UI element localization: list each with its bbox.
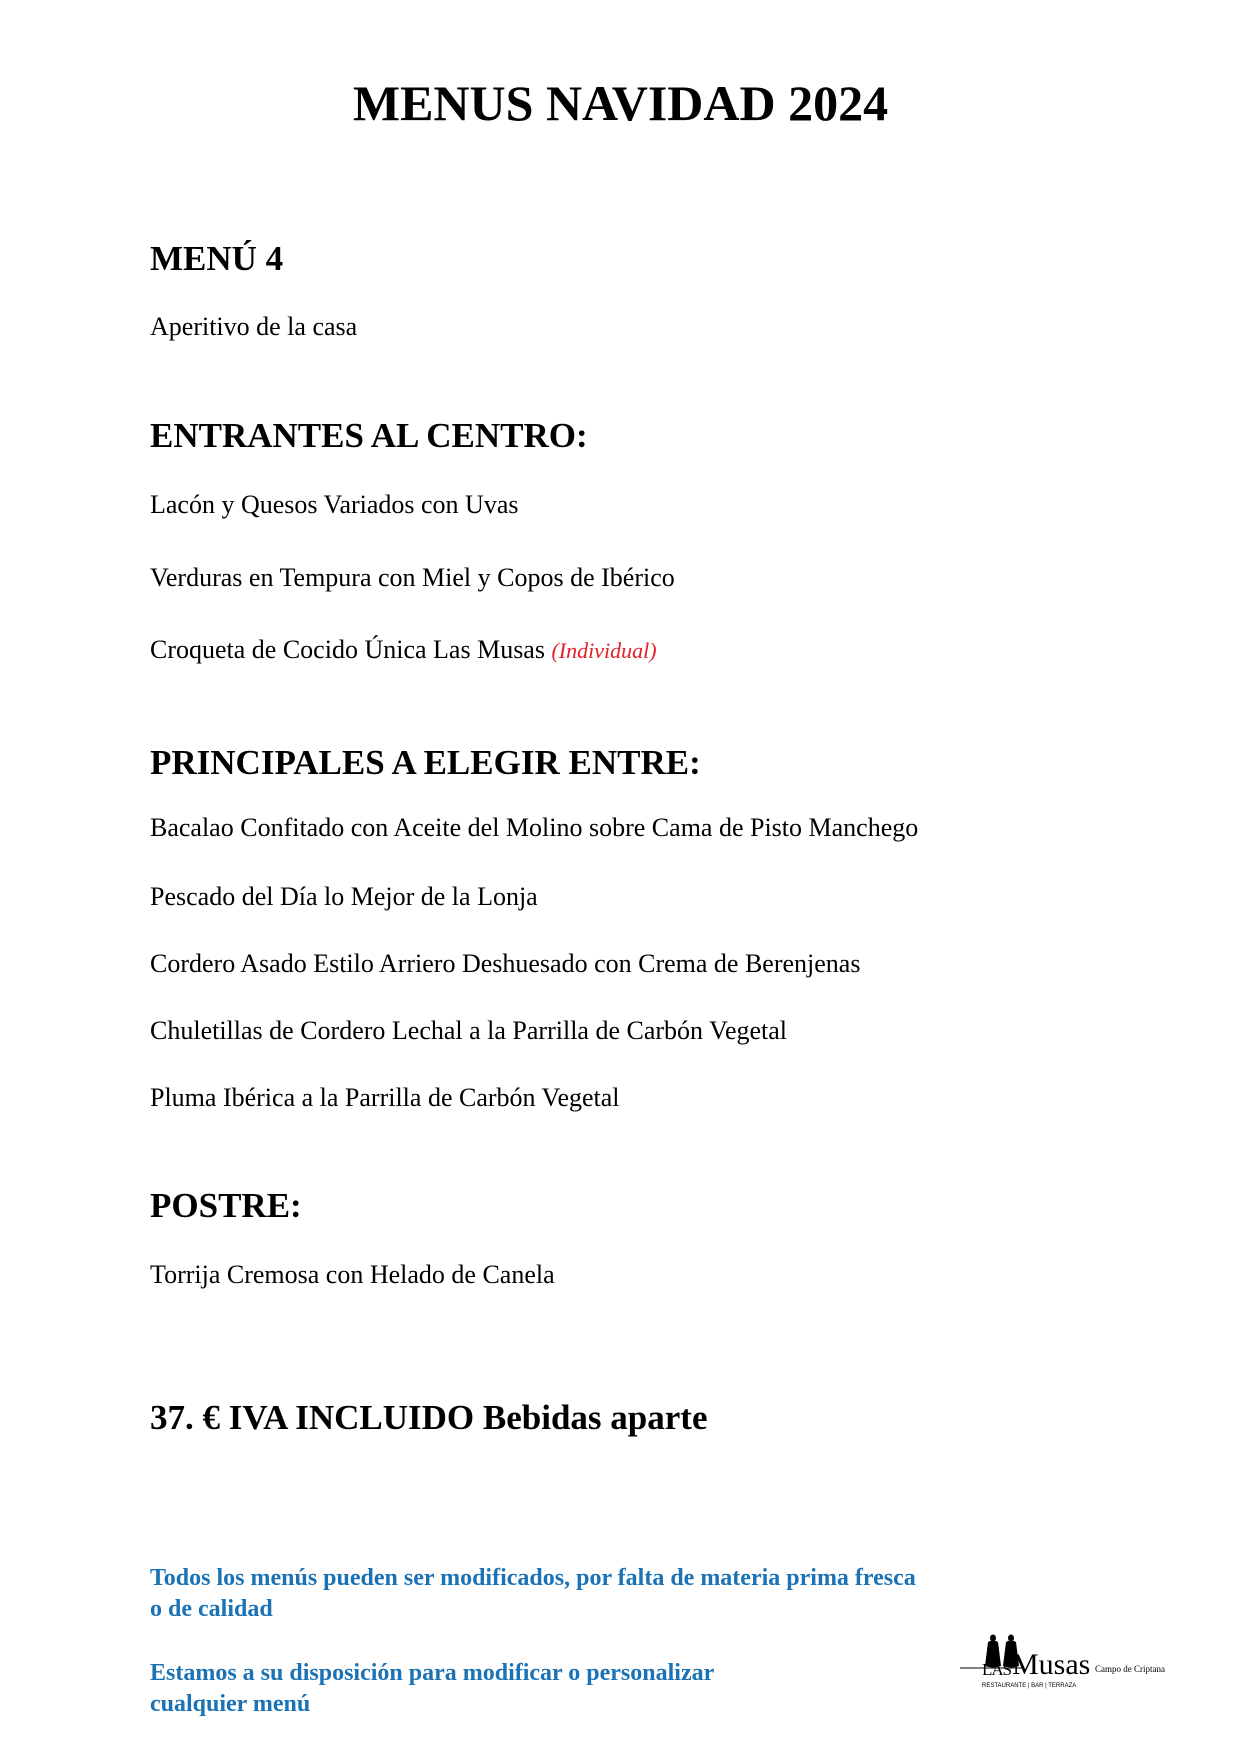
section-heading-principales: PRINCIPALES A ELEGIR ENTRE: [150,743,701,782]
section-heading-postre: POSTRE: [150,1186,302,1225]
aperitivo-item: Aperitivo de la casa [150,312,358,341]
menu-heading: MENÚ 4 [150,239,284,278]
menu-item [150,637,657,663]
menu-item: Pescado del Día lo Mejor de la Lonja [150,882,538,911]
section-heading-entrantes: ENTRANTES AL CENTRO: [150,416,588,455]
menu-item: Torrija Cremosa con Helado de Canela [150,1260,555,1289]
footer-note-line: cualquier menú [150,1691,311,1717]
footer-note-line: Estamos a su disposición para modificar o personalizar [150,1660,715,1686]
logo-location: Campo de Criptana [1095,1664,1165,1674]
menu-item: Verduras en Tempura con Miel y Copos de Ibérico [150,563,675,592]
menu-item: Chuletillas de Cordero Lechal a la Parrilla de Carbón Vegetal [150,1016,788,1045]
page-title: MENUS NAVIDAD 2024 [352,75,889,131]
individual-note: (Individual) [551,638,657,663]
menu-item: Pluma Ibérica a la Parrilla de Carbón Vegetal [150,1083,620,1112]
price-line: 37. € IVA INCLUIDO Bebidas aparte [150,1398,708,1437]
menu-item-text: Croqueta de Cocido Única Las Musas [150,635,545,664]
menu-item: Cordero Asado Estilo Arriero Deshuesado con Crema de Berenjenas [150,949,861,978]
logo-name-part1: LAS [982,1660,1012,1679]
footer-note-line: o de calidad [150,1596,273,1622]
las-musas-logo [960,1632,1185,1704]
menu-item: Bacalao Confitado con Aceite del Molino sobre Cama de Pisto Manchego [150,813,919,842]
menu-item: Lacón y Quesos Variados con Uvas [150,490,519,519]
logo-tagline: RESTAURANTE | BAR | TERRAZA [982,1683,1077,1689]
footer-note-line: Todos los menús pueden ser modificados, por falta de materia prima fresca [150,1565,916,1591]
logo-name-part2: Musas [1012,1648,1091,1681]
